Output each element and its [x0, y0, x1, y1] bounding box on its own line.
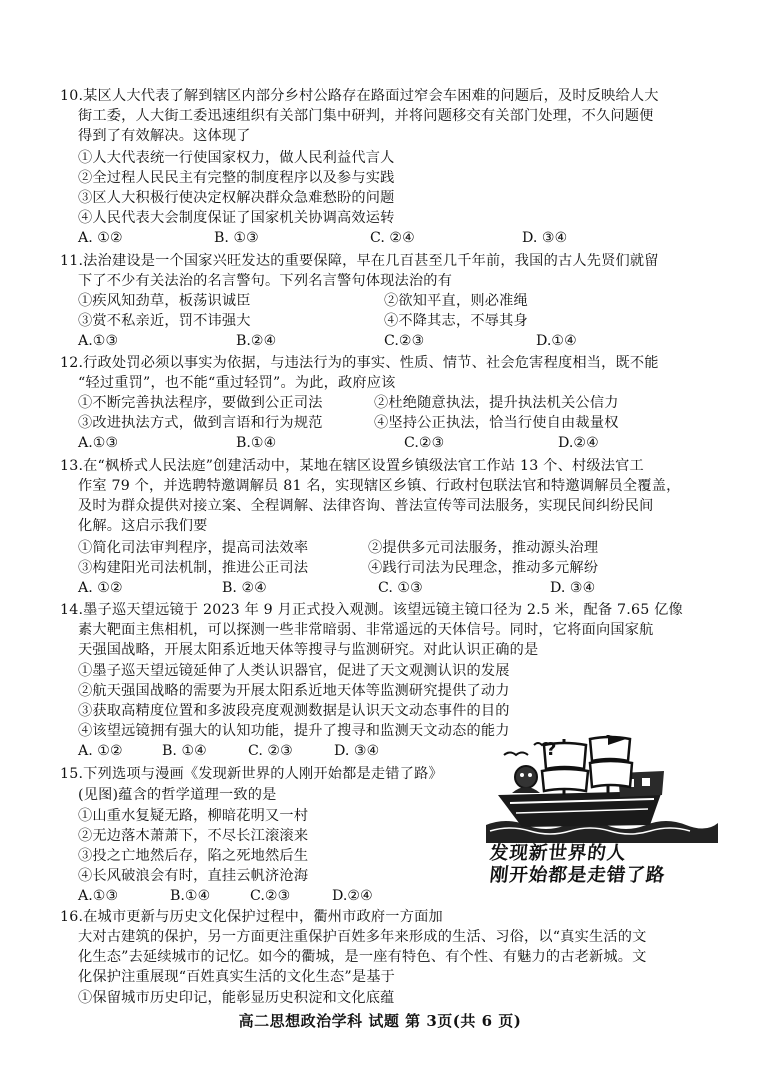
statement-item: ①不断完善执法程序，要做到公正司法: [78, 395, 323, 411]
cartoon-caption-line: 发现新世界的人: [488, 843, 628, 864]
svg-text:?: ?: [546, 739, 557, 760]
statement-item: ④该望远镜拥有强大的认知功能，提升了搜寻和监测天文动态的能力: [78, 723, 510, 739]
answer-option: B. ①③: [214, 230, 259, 246]
answer-option: A.①③: [78, 333, 119, 349]
question-stem-line: 16.在城市更新与历史文化保护过程中，衢州市政府一方面加: [60, 909, 443, 925]
question-stem-line: (见图)蕴含的哲学道理一致的是: [78, 787, 277, 803]
statement-item: ①人大代表统一行使国家权力，做人民利益代言人: [78, 150, 395, 166]
statement-item: ②提供多元司法服务，推动源头治理: [368, 540, 599, 556]
statement-item: ②欲知平直，则必准绳: [384, 293, 528, 309]
answer-option: B. ②④: [222, 580, 267, 596]
question-stem-line: 15.下列选项与漫画《发现新世界的人刚开始都是走错了路》: [60, 766, 443, 782]
answer-option: B.②④: [236, 333, 277, 349]
statement-item: ④践行司法为民理念，推动多元解纷: [368, 560, 599, 576]
cartoon-ship-illustration: [486, 733, 718, 885]
answer-option: B. ①④: [162, 743, 207, 759]
question-stem-line: 街工委，人大街工委迅速组织有关部门集中研判，并将问题移交有关部门处理，不久问题便: [78, 108, 654, 124]
question-stem-line: 10.某区人大代表了解到辖区内部分乡村公路存在路面过窄会车困难的问题后，及时反映给人大: [60, 88, 659, 104]
question-stem-line: 化生态”去延续城市的记忆。如今的衢城，是一座有特色、有个性、有魅力的古老新城。文: [78, 949, 647, 965]
statement-item: ②航天强国战略的需要为开展太阳系近地天体等监测研究提供了动力: [78, 683, 510, 699]
question-stem-line: 化保护注重展现“百姓真实生活的文化生态”是基于: [78, 969, 396, 985]
answer-option: D.②④: [558, 435, 599, 451]
statement-item: ②杜绝随意执法，提升执法机关公信力: [374, 395, 619, 411]
statement-item: ①墨子巡天望远镜延伸了人类认识器官，促进了天文观测认识的发展: [78, 663, 510, 679]
answer-option: D. ③④: [550, 580, 596, 596]
question-stem-line: “轻过重罚”，也不能“重过轻罚”。为此，政府应该: [78, 375, 396, 391]
answer-option: A.①③: [78, 435, 119, 451]
question-stem-line: 大对古建筑的保护，另一方面更注重保护百姓多年来形成的生活、习俗，以“真实生活的文: [78, 929, 647, 945]
answer-option: C.②③: [250, 888, 291, 904]
statement-item: ③改进执法方式，做到言语和行为规范: [78, 415, 323, 431]
statement-item: ①保留城市历史印记，能彰显历史积淀和文化底蕴: [78, 990, 395, 1006]
answer-option: D. ③④: [522, 230, 568, 246]
answer-option: C.②③: [384, 333, 425, 349]
statement-item: ④人民代表大会制度保证了国家机关协调高效运转: [78, 210, 395, 226]
question-stem-line: 11.法治建设是一个国家兴旺发达的重要保障，早在几百甚至几千年前，我国的古人先贤们就留: [60, 253, 659, 269]
question-stem-line: 化解。这启示我们要: [78, 518, 208, 534]
ship-icon: [486, 733, 718, 843]
statement-item: ④不降其志，不辱其身: [384, 313, 528, 329]
statement-item: ③构建阳光司法机制，推进公正司法: [78, 560, 309, 576]
question-stem-line: 14.墨子巡天望远镜于 2023 年 9 月正式投入观测。该望远镜主镜口径为 2.5 米，配备 7.65 亿像: [60, 602, 683, 618]
statement-item: ①山重水复疑无路，柳暗花明又一村: [78, 808, 309, 824]
statement-item: ③投之亡地然后存，陷之死地然后生: [78, 848, 309, 864]
answer-option: C. ②④: [370, 230, 415, 246]
page-footer: 高二思想政治学科 试题 第 3页(共 6 页): [238, 1012, 522, 1030]
answer-option: B.①④: [236, 435, 277, 451]
answer-option: A.①③: [78, 888, 119, 904]
question-stem-line: 12.行政处罚必须以事实为依据，与违法行为的事实、性质、情节、社会危害程度相当，既不能: [60, 355, 659, 371]
question-stem-line: 得到了有效解决。这体现了: [78, 128, 251, 144]
question-stem-line: 及时为群众提供对接立案、全程调解、法律咨询、普法宣传等司法服务，实现民间纠纷民间: [78, 498, 654, 514]
answer-option: C.②③: [404, 435, 445, 451]
statement-item: ③获取高精度位置和多波段亮度观测数据是认识天文动态事件的目的: [78, 703, 510, 719]
question-stem-line: 天强国战略，开展太阳系近地天体等搜寻与监测研究。对此认识正确的是: [78, 642, 539, 658]
question-stem-line: 素大靶面主焦相机，可以探测一些非常暗弱、非常遥远的天体信号。同时，它将面向国家航: [78, 622, 654, 638]
statement-item: ③赏不私亲近，罚不讳强大: [78, 313, 251, 329]
question-stem-line: 作室 79 个，并选聘特邀调解员 81 名，实现辖区乡镇、行政村包联法官和特邀调解员全覆盖，: [78, 478, 681, 494]
cartoon-caption-line: 刚开始都是走错了路: [488, 865, 667, 886]
answer-option: A. ①②: [78, 580, 123, 596]
statement-item: ②全过程人民民主有完整的制度程序以及参与实践: [78, 170, 395, 186]
answer-option: D. ③④: [334, 743, 380, 759]
question-stem-line: 13.在“枫桥式人民法庭”创建活动中，某地在辖区设置乡镇级法官工作站 13 个、村级法官工: [60, 458, 644, 474]
answer-option: A. ①②: [78, 743, 123, 759]
answer-option: D.②④: [332, 888, 373, 904]
question-stem-line: 下了不少有关法治的名言警句。下列名言警句体现法治的有: [78, 273, 453, 289]
statement-item: ①简化司法审判程序，提高司法效率: [78, 540, 309, 556]
statement-item: ④长风破浪会有时，直挂云帆济沧海: [78, 868, 309, 884]
answer-option: C. ②③: [248, 743, 293, 759]
answer-option: B.①④: [170, 888, 211, 904]
answer-option: D.①④: [536, 333, 577, 349]
statement-item: ③区人大积极行使决定权解决群众急难愁盼的问题: [78, 190, 395, 206]
answer-option: C. ①③: [378, 580, 423, 596]
statement-item: ④坚持公正执法，恰当行使自由裁量权: [374, 415, 619, 431]
answer-option: A. ①②: [78, 230, 123, 246]
statement-item: ①疾风知劲草，板荡识诚臣: [78, 293, 251, 309]
statement-item: ②无边落木萧萧下，不尽长江滚滚来: [78, 828, 309, 844]
